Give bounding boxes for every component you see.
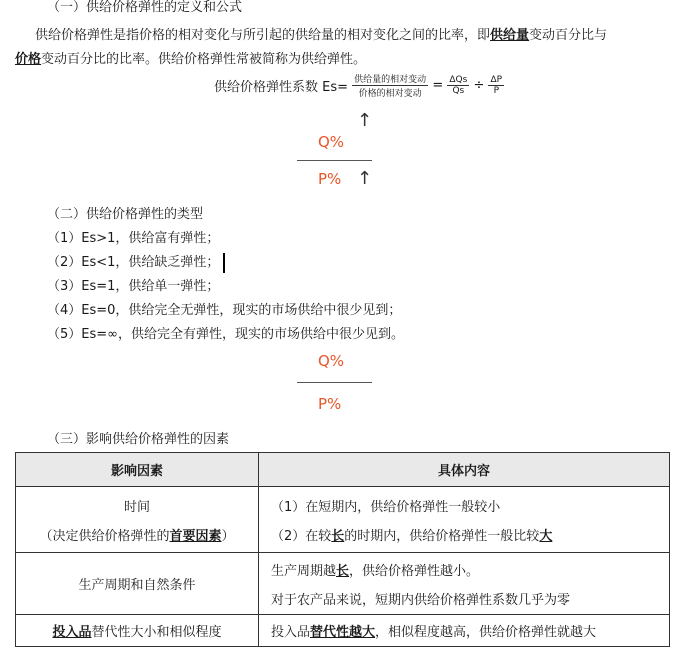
content-inputs: [259, 615, 670, 647]
content-text: ，供给价格弹性越小。: [349, 563, 480, 579]
text-cursor: [223, 253, 225, 273]
formula-fraction-relative: [352, 72, 428, 99]
formula-denominator: 价格的相对变动: [358, 89, 422, 99]
content-time: [259, 487, 670, 553]
section-heading-factors: （三）影响供给价格弹性的因素: [47, 432, 230, 447]
factor-note: [17, 525, 257, 544]
emphasis-inputs: 投入品: [52, 625, 92, 640]
table-row: [16, 487, 670, 553]
content-text: 生产周期越: [271, 563, 337, 579]
formula-denominator: Qs: [452, 86, 465, 96]
factors-table: [15, 452, 670, 647]
formula-denominator: P: [493, 86, 499, 96]
emphasis-long: 长: [336, 563, 350, 579]
table-header-row: [16, 453, 670, 487]
factor-production-cycle: 生产周期和自然条件: [16, 553, 259, 615]
factor-note-text: （决定供给价格弹性的: [39, 528, 170, 544]
formula-numerator: ΔQs: [449, 75, 468, 85]
type-item-4: （4）Es=0，供给完全无弹性，现实的市场供给中很少见到；: [47, 303, 402, 318]
factor-text: 替代性大小和相似程度: [91, 625, 222, 640]
content-text: （2）在较: [271, 528, 332, 544]
q-percent-label: Q%: [318, 352, 345, 370]
emphasis-substitutability: 替代性越大: [310, 625, 376, 640]
elasticity-formula: [214, 72, 504, 99]
emphasis-large: 大: [539, 528, 553, 544]
up-arrow-icon: ↑: [357, 110, 373, 131]
fraction-bar: [297, 160, 372, 161]
formula-prefix: 供给价格弹性系数 Es=: [214, 80, 349, 95]
content-text: 投入品: [271, 625, 311, 640]
factor-time: [16, 487, 259, 553]
formula-numerator: 供给量的相对变动: [352, 72, 428, 86]
formula-divide: ÷: [473, 78, 485, 93]
type-item-text: （2）Es<1，供给缺乏弹性；: [47, 255, 220, 270]
factor-note-text: ）: [221, 528, 235, 544]
content-text: ，相似程度越高，供给价格弹性就越大: [375, 625, 597, 640]
emphasis-supply-quantity: 供给量: [490, 28, 530, 43]
type-item-5: （5）Es=∞，供给完全有弹性，现实的市场供给中很少见到。: [47, 327, 404, 342]
content-line: [271, 560, 668, 579]
p-percent-label: P%: [318, 395, 342, 413]
definition-text: 变动百分比与: [529, 28, 608, 43]
p-percent-label: P%: [318, 170, 342, 188]
emphasis-primary-factor: 首要因素: [169, 528, 222, 544]
column-header-content: 具体内容: [259, 453, 670, 487]
section-heading-types: （二）供给价格弹性的类型: [47, 207, 204, 222]
content-production-cycle: [259, 553, 670, 615]
column-header-factor: 影响因素: [16, 453, 259, 487]
section-heading-definition: （一）供给价格弹性的定义和公式: [47, 0, 243, 15]
content-line: [271, 525, 668, 544]
formula-equals: =: [432, 78, 444, 93]
content-text: 的时期内，供给价格弹性一般比较: [344, 528, 540, 544]
factor-inputs: [16, 615, 259, 647]
q-percent-label: Q%: [318, 133, 345, 151]
type-item-1: （1）Es>1，供给富有弹性；: [47, 231, 220, 246]
emphasis-price: 价格: [15, 52, 42, 67]
type-item-2: [47, 251, 225, 273]
definition-text: 供给价格弹性是指价格的相对变化与所引起的供给量的相对变化之间的比率，即: [35, 28, 491, 43]
factor-label: 时间: [123, 499, 150, 515]
formula-numerator: ΔP: [490, 75, 503, 85]
content-line: （1）在短期内，供给价格弹性一般较小: [271, 499, 501, 515]
emphasis-long: 长: [331, 528, 345, 544]
type-item-3: （3）Es=1，供给单一弹性；: [47, 279, 220, 294]
table-row: [16, 553, 670, 615]
table-row: [16, 615, 670, 647]
formula-fraction-price: [488, 75, 504, 96]
definition-paragraph-line1: [35, 24, 607, 43]
fraction-bar: [297, 382, 372, 383]
definition-text: 变动百分比的比率。供给价格弹性常被简称为供给弹性。: [41, 52, 367, 67]
formula-fraction-quantity: [447, 75, 469, 96]
content-line: 对于农产品来说，短期内供给价格弹性系数几乎为零: [271, 592, 571, 608]
up-arrow-icon: ↑: [357, 168, 373, 189]
definition-paragraph-line2: [15, 48, 366, 67]
